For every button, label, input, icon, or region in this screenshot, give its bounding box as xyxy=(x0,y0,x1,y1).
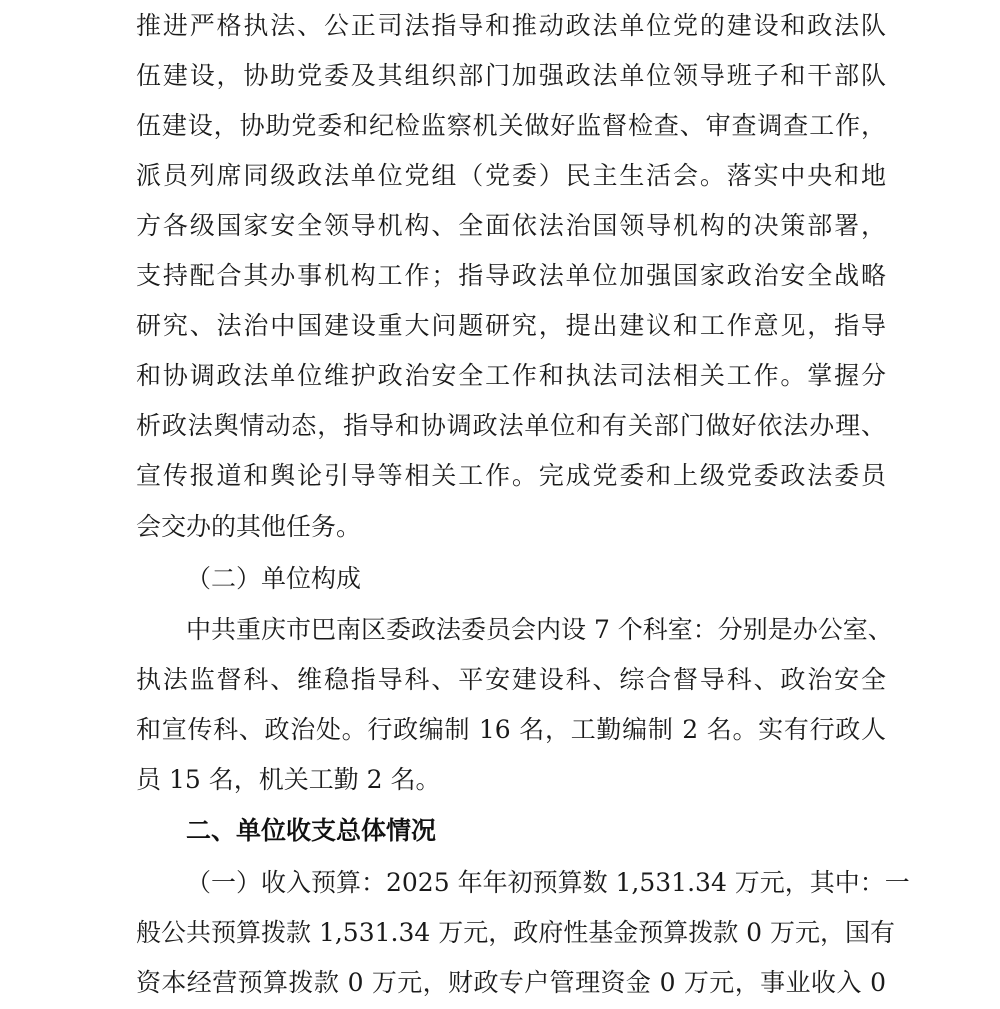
paragraph-line: 析政法舆情动态，指导和协调政法单位和有关部门做好依法办理、 xyxy=(136,411,886,440)
paragraph-line: 中共重庆市巴南区委政法委员会内设 7 个科室：分别是办公室、 xyxy=(186,615,893,644)
section-heading: 二、单位收支总体情况 xyxy=(186,816,437,845)
subheading-unit-composition: （二）单位构成 xyxy=(186,564,362,593)
paragraph-line: 伍建设，协助党委和纪检监察机关做好监督检查、审查调查工作， xyxy=(136,111,886,140)
paragraph-line: 和协调政法单位维护政治安全工作和执法司法相关工作。掌握分 xyxy=(136,361,886,390)
paragraph-line: （一）收入预算：2025 年年初预算数 1,531.34 万元，其中：一 xyxy=(186,868,910,897)
paragraph-line: 方各级国家安全领导机构、全面依法治国领导机构的决策部署， xyxy=(136,211,886,240)
paragraph-line: 派员列席同级政法单位党组（党委）民主生活会。落实中央和地 xyxy=(136,161,886,190)
paragraph-line: 般公共预算拨款 1,531.34 万元，政府性基金预算拨款 0 万元，国有 xyxy=(136,918,896,947)
paragraph-line: 资本经营预算拨款 0 万元，财政专户管理资金 0 万元，事业收入 0 xyxy=(136,968,886,997)
paragraph-line: 伍建设，协助党委及其组织部门加强政法单位领导班子和干部队 xyxy=(136,61,886,90)
paragraph-line: 和宣传科、政治处。行政编制 16 名，工勤编制 2 名。实有行政人 xyxy=(136,715,886,744)
paragraph-line: 研究、法治中国建设重大问题研究，提出建议和工作意见，指导 xyxy=(136,311,886,340)
paragraph-line: 会交办的其他任务。 xyxy=(136,512,362,541)
paragraph-line: 执法监督科、维稳指导科、平安建设科、综合督导科、政治安全 xyxy=(136,665,886,694)
paragraph-line: 推进严格执法、公正司法指导和推动政法单位党的建设和政法队 xyxy=(136,11,886,40)
paragraph-line: 支持配合其办事机构工作；指导政法单位加强国家政治安全战略 xyxy=(136,261,886,290)
paragraph-line: 员 15 名，机关工勤 2 名。 xyxy=(136,765,441,794)
paragraph-line: 宣传报道和舆论引导等相关工作。完成党委和上级党委政法委员 xyxy=(136,461,886,490)
